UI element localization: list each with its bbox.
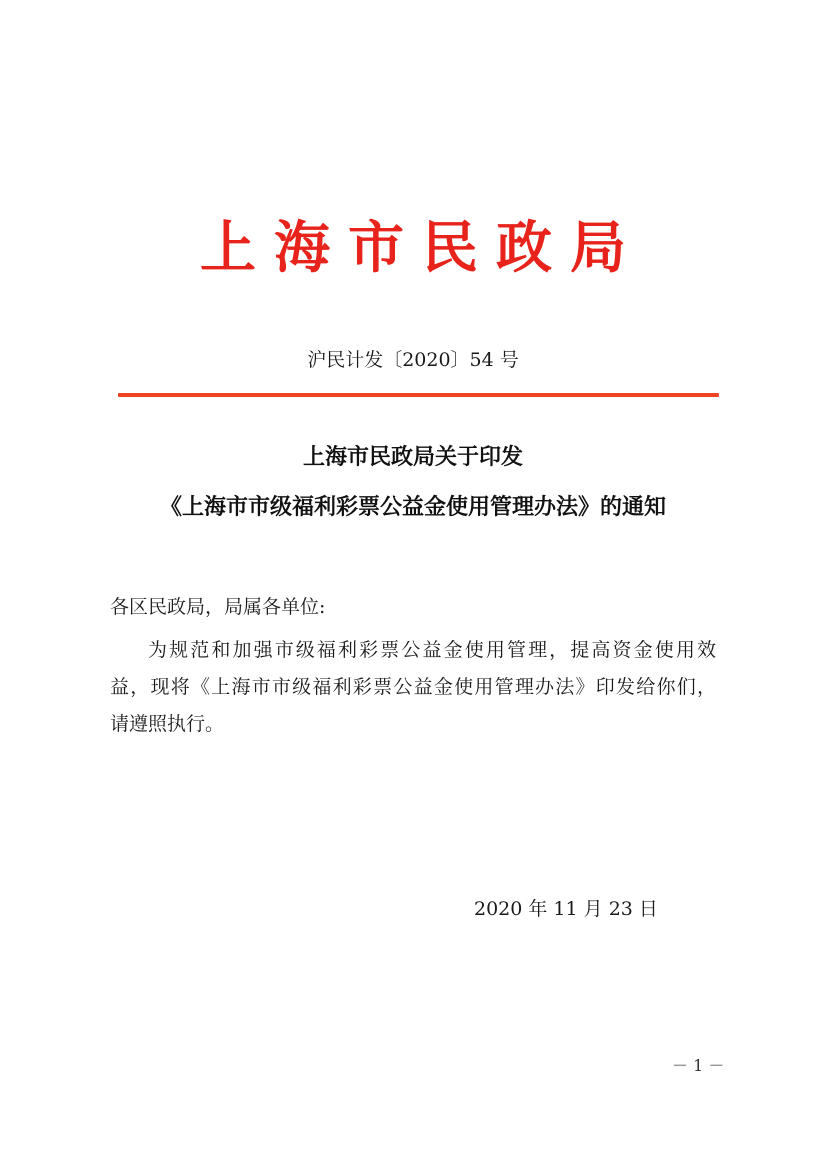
body-paragraph <box>110 632 716 743</box>
issuer-char: 政 <box>496 215 552 281</box>
issue-date: 2020 年 11 月 23 日 <box>474 898 658 920</box>
paragraph-line: 益，现将《上海市市级福利彩票公益金使用管理办法》印发给你们， <box>110 676 716 698</box>
document-title-line-2: 《上海市市级福利彩票公益金使用管理办法》的通知 <box>159 495 666 520</box>
issuer-char: 局 <box>570 215 626 281</box>
red-separator-line <box>118 393 719 397</box>
issuer-char: 市 <box>348 215 404 281</box>
page-number: － 1 － <box>672 1056 725 1075</box>
issuer-char: 上 <box>200 215 256 281</box>
issuer-char: 民 <box>422 215 478 281</box>
salutation: 各区民政局，局属各单位: <box>110 596 326 618</box>
document-number: 沪民计发〔2020〕54 号 <box>307 349 519 371</box>
issuer-char: 海 <box>274 215 330 281</box>
paragraph-line: 为规范和加强市级福利彩票公益金使用管理，提高资金使用效 <box>148 639 716 661</box>
document-title-line-1: 上海市民政局关于印发 <box>302 445 523 470</box>
issuer-heading <box>110 208 716 288</box>
paragraph-line: 请遵照执行。 <box>110 713 225 735</box>
